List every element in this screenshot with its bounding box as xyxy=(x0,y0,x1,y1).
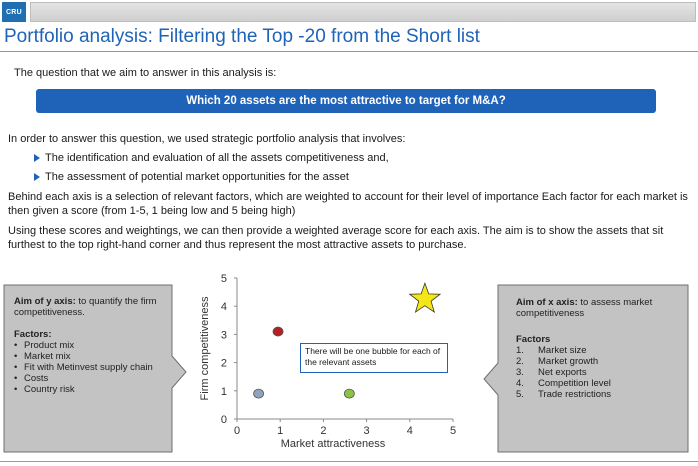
list-item: 4. Competition level xyxy=(516,378,611,389)
list-item: 5. Trade restrictions xyxy=(516,389,612,400)
page-title: Portfolio analysis: Filtering the Top -20 from the Short list xyxy=(4,26,480,47)
axis-explanation: Behind each axis is a selection of relevant factors, which are weighted to account for their level of importance Each factor for each market is then given a score (from 1-5, 1 being low and 5 being high) xyxy=(8,191,688,217)
bubble-point xyxy=(273,327,283,336)
y-tick-label: 2 xyxy=(220,357,227,370)
list-item: 2. Market growth xyxy=(516,356,599,367)
y-tick-label: 3 xyxy=(220,329,227,342)
bullet-text: The assessment of potential market opportunities for the asset xyxy=(45,171,349,183)
x-tick-label: 1 xyxy=(277,425,284,437)
scoring-explanation: Using these scores and weightings, we can then provide a weighted average score for each axis. The aim is to show the assets that sit furthest to the top right-hand corner and thus represent the most attractive assets to purchase. xyxy=(8,225,664,251)
body-intro: In order to answer this question, we used strategic portfolio analysis that involves: xyxy=(8,133,406,145)
y-tick-label: 5 xyxy=(220,273,227,285)
cru-logo: CRU xyxy=(2,2,26,22)
y-factors-heading: Factors: xyxy=(14,329,52,340)
list-item: 1. Market size xyxy=(516,345,587,356)
x-factors-list xyxy=(516,345,680,400)
y-axis-callout xyxy=(14,296,164,395)
x-tick-label: 4 xyxy=(406,425,413,437)
bubble-annotation: There will be one bubble for each of the relevant assets xyxy=(300,343,448,373)
list-item: • Product mix xyxy=(14,340,164,351)
x-axis-aim: Aim of x axis: to assess market competitiveness xyxy=(516,297,653,319)
list-item: 3. Net exports xyxy=(516,367,587,378)
x-tick-label: 5 xyxy=(449,425,457,437)
y-factors-list xyxy=(14,340,164,395)
bullet-text: The identification and evaluation of all the assets competitiveness and, xyxy=(45,152,389,164)
question-intro: The question that we aim to answer in this analysis is: xyxy=(14,67,277,79)
x-axis-callout xyxy=(516,297,680,400)
x-tick-label: 2 xyxy=(320,425,327,437)
y-axis-aim: Aim of y axis: to quantify the firm competitiveness. xyxy=(14,296,157,318)
bubble-point xyxy=(344,389,354,398)
x-factors-heading: Factors xyxy=(516,334,551,345)
y-axis-label: Firm competitiveness xyxy=(199,296,211,401)
question-text: Which 20 assets are the most attractive to target for M&A? xyxy=(186,95,506,107)
list-item: • Country risk xyxy=(14,384,164,395)
x-axis-label: Market attractiveness xyxy=(280,438,386,450)
chart-marks xyxy=(254,283,441,398)
list-item: • Fit with Metinvest supply chain xyxy=(14,362,164,373)
y-tick-label: 1 xyxy=(220,385,227,398)
list-item: • Market mix xyxy=(14,351,164,362)
list-item: • Costs xyxy=(14,373,164,384)
bubble-point xyxy=(254,389,264,398)
bottom-divider xyxy=(0,461,698,462)
target-star-icon xyxy=(410,283,440,312)
x-tick-label: 0 xyxy=(233,425,241,437)
x-tick-label: 3 xyxy=(363,425,370,437)
y-tick-label: 4 xyxy=(220,301,227,314)
y-tick-label: 0 xyxy=(220,414,227,426)
